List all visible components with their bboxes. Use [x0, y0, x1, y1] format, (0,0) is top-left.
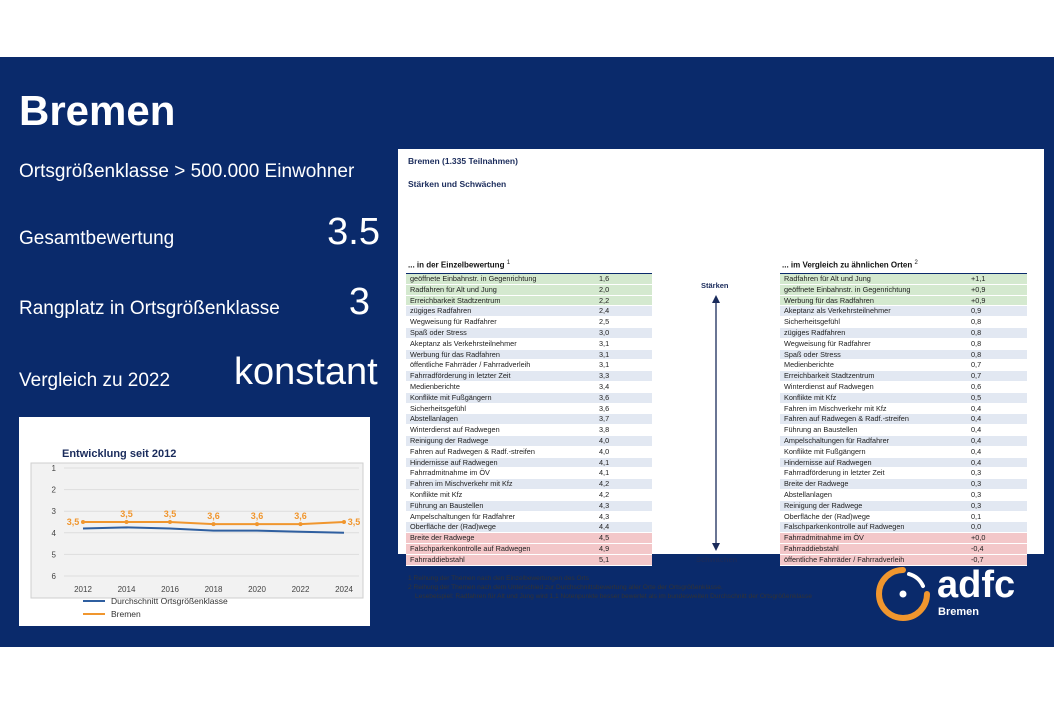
- row-value: 0,4: [971, 425, 982, 435]
- left-column-title: ... in der Einzelbewertung $^1$: [408, 260, 511, 270]
- table-row: [780, 328, 1027, 339]
- comparison-value: konstant: [234, 351, 378, 393]
- row-value: 0,4: [971, 435, 982, 445]
- row-value: 4,1: [599, 468, 610, 478]
- table-row: [406, 393, 652, 404]
- data-label: 3,5: [66, 517, 80, 527]
- row-value: +0,9: [971, 284, 986, 294]
- row-value: 0,0: [971, 522, 982, 532]
- data-label: 3,5: [347, 517, 361, 527]
- row-value: 0,8: [971, 317, 982, 327]
- data-point: [81, 520, 85, 524]
- table-row: [780, 339, 1027, 350]
- table-row: [406, 360, 652, 371]
- row-topic: Wegweisung für Radfahrer: [410, 317, 497, 327]
- table-row: [406, 512, 652, 523]
- row-value: 0,4: [971, 403, 982, 413]
- comparison-label: Vergleich zu 2022: [19, 370, 171, 391]
- row-value: 4,3: [599, 500, 610, 510]
- data-point: [212, 522, 216, 526]
- row-topic: Wegweisung für Radfahrer: [784, 338, 871, 348]
- row-topic: Breite der Radwege: [784, 479, 849, 489]
- row-topic: Winterdienst auf Radwegen: [784, 381, 874, 391]
- row-topic: Medienberichte: [784, 360, 834, 370]
- row-value: 3,6: [599, 392, 610, 402]
- table-row: [780, 306, 1027, 317]
- table-row: [780, 371, 1027, 382]
- table-row: [406, 447, 652, 458]
- row-value: 3,3: [599, 371, 610, 381]
- strength-weakness-arrow: [712, 295, 720, 551]
- row-topic: Werbung für das Radfahren: [784, 295, 874, 305]
- row-value: 3,0: [599, 327, 610, 337]
- table-row: [780, 317, 1027, 328]
- x-tick-label: 2022: [291, 585, 310, 594]
- row-topic: Radfahren für Alt und Jung: [410, 284, 497, 294]
- x-tick-label: 2016: [161, 585, 179, 594]
- row-value: +0,9: [971, 295, 986, 305]
- row-value: 4,3: [599, 511, 610, 521]
- table-row: [780, 522, 1027, 533]
- footnote-1: 1 Reihung der Themen nach den Einzelbewertungen des Orts: [408, 575, 589, 582]
- trend-chart-svg: [19, 417, 370, 626]
- table-row: [780, 296, 1027, 307]
- row-topic: Sicherheitsgefühl: [784, 317, 840, 327]
- x-tick-label: 2018: [204, 585, 223, 594]
- row-value: 0,8: [971, 327, 982, 337]
- table-row: [780, 447, 1027, 458]
- row-topic: Konflikte mit Fußgängern: [784, 446, 866, 456]
- x-tick-label: 2012: [74, 585, 92, 594]
- table-row: [406, 501, 652, 512]
- table-row: [406, 371, 652, 382]
- row-value: 0,9: [971, 306, 982, 316]
- table-row: [406, 274, 652, 285]
- row-value: 3,1: [599, 360, 610, 370]
- row-topic: Konflikte mit Kfz: [410, 489, 463, 499]
- row-value: 5,1: [599, 554, 610, 564]
- row-topic: Medienberichte: [410, 381, 460, 391]
- row-topic: Fahren im Mischverkehr mit Kfz: [784, 403, 887, 413]
- overall-rating-value: 3.5: [327, 211, 380, 253]
- row-topic: Reinigung der Radwege: [410, 435, 489, 445]
- table-row: [406, 479, 652, 490]
- row-topic: Konflikte mit Kfz: [784, 392, 837, 402]
- row-topic: geöffnete Einbahnstr. in Gegenrichtung: [410, 274, 537, 283]
- adfc-logo: [873, 564, 1033, 624]
- row-topic: Falschparkenkontrolle auf Radwegen: [784, 522, 905, 532]
- row-topic: Ampelschaltungen für Radfahrer: [410, 511, 516, 521]
- table-row: [406, 425, 652, 436]
- row-topic: zügiges Radfahren: [784, 327, 846, 337]
- row-topic: zügiges Radfahren: [410, 306, 472, 316]
- table-row: [780, 512, 1027, 523]
- row-value: 2,4: [599, 306, 610, 316]
- row-topic: Breite der Radwege: [410, 533, 475, 543]
- table-row: [406, 555, 652, 566]
- row-value: 0,3: [971, 500, 982, 510]
- table-row: [780, 414, 1027, 425]
- row-value: 2,0: [599, 284, 610, 294]
- strengths-label: Stärken: [701, 281, 729, 290]
- y-tick-label: 2: [51, 485, 56, 495]
- row-topic: Oberfläche der (Rad)wege: [410, 522, 496, 532]
- table-row: [406, 317, 652, 328]
- weaknesses-label: Schwächen: [696, 555, 738, 564]
- row-value: 0,6: [971, 381, 982, 391]
- panel-subheader: Stärken und Schwächen: [408, 179, 507, 189]
- reading-example: Lesebeispiel: Radfahren für Alt und Jung wird 1,1 Notenpunkte besser bewertet als im bundesweiten Durchschnitt der Ortsgrößenklasse: [415, 593, 812, 600]
- row-topic: Fahrradförderung in letzter Zeit: [784, 468, 885, 478]
- table-row: [780, 404, 1027, 415]
- table-row: [780, 274, 1027, 285]
- logo-subtitle: Bremen: [938, 606, 979, 618]
- row-topic: Fahrradmitnahme im ÖV: [784, 533, 864, 543]
- footnote-2: 2 Reihung der Themen nach dem Unterschied zur Durchschnittsbewertung aller Orte der Ortsgrößenklasse.: [408, 584, 723, 591]
- row-topic: Hindernisse auf Radwegen: [784, 457, 872, 467]
- row-value: 4,2: [599, 489, 610, 499]
- trend-chart: [19, 417, 370, 626]
- table-row: [406, 382, 652, 393]
- data-label: 3,6: [294, 511, 307, 522]
- row-topic: Spaß oder Stress: [410, 327, 467, 337]
- row-topic: Fahren auf Radwegen & Radf.-streifen: [410, 446, 535, 456]
- page-title: Bremen: [19, 87, 176, 134]
- data-point: [255, 522, 259, 526]
- table-row: [780, 425, 1027, 436]
- row-value: 0,3: [971, 489, 982, 499]
- row-value: 0,3: [971, 468, 982, 478]
- y-tick-label: 1: [51, 464, 56, 473]
- table-row: [780, 360, 1027, 371]
- row-topic: Radfahren für Alt und Jung: [784, 274, 871, 283]
- data-point: [125, 520, 129, 524]
- row-topic: Spaß oder Stress: [784, 349, 841, 359]
- table-row: [406, 328, 652, 339]
- row-value: 4,4: [599, 522, 610, 532]
- row-value: 4,0: [599, 435, 610, 445]
- row-topic: Oberfläche der (Rad)wege: [784, 511, 870, 521]
- y-tick-label: 6: [51, 572, 56, 581]
- row-value: 2,5: [599, 317, 610, 327]
- row-value: 3,7: [599, 414, 610, 424]
- row-topic: Fahrradförderung in letzter Zeit: [410, 371, 511, 381]
- slide-background: [0, 57, 1054, 647]
- table-row: [406, 339, 652, 350]
- table-row: [780, 468, 1027, 479]
- y-tick-label: 3: [51, 507, 56, 517]
- row-value: 4,1: [599, 457, 610, 467]
- row-value: 2,2: [599, 295, 610, 305]
- table-row: [780, 382, 1027, 393]
- table-row: [780, 490, 1027, 501]
- row-topic: öffentliche Fahrräder / Fahrradverleih: [410, 360, 531, 370]
- row-value: 0,8: [971, 338, 982, 348]
- rank-label: Rangplatz in Ortsgrößenklasse: [19, 298, 280, 319]
- row-topic: Fahren auf Radwegen & Radf.-streifen: [784, 414, 909, 424]
- table-row: [406, 414, 652, 425]
- table-row: [406, 490, 652, 501]
- table-row: [406, 533, 652, 544]
- row-topic: Falschparkenkontrolle auf Radwegen: [410, 543, 531, 553]
- row-value: 0,3: [971, 479, 982, 489]
- table-row: [406, 458, 652, 469]
- row-topic: Fahren im Mischverkehr mit Kfz: [410, 479, 513, 489]
- row-value: 0,4: [971, 414, 982, 424]
- table-row: [406, 350, 652, 361]
- y-tick-label: 4: [51, 528, 56, 538]
- row-value: 3,1: [599, 349, 610, 359]
- table-row: [780, 393, 1027, 404]
- row-value: 0,1: [971, 511, 982, 521]
- data-point: [168, 520, 172, 524]
- data-point: [299, 522, 303, 526]
- comparison-table: [780, 273, 1027, 566]
- data-label: 3,5: [163, 509, 177, 519]
- y-tick-label: 5: [51, 550, 56, 560]
- row-topic: Sicherheitsgefühl: [410, 403, 466, 413]
- table-row: [780, 350, 1027, 361]
- x-tick-label: 2014: [117, 585, 136, 594]
- legend-label: Durchschnitt Ortsgrößenklasse: [111, 596, 228, 606]
- row-topic: Fahrradmitnahme im ÖV: [410, 468, 490, 478]
- right-column-title: ... im Vergleich zu ähnlichen Orten $^2$: [782, 260, 918, 270]
- single-rating-table: [406, 273, 652, 566]
- row-value: 0,7: [971, 371, 982, 381]
- row-value: 3,8: [599, 425, 610, 435]
- row-topic: Abstellanlagen: [410, 414, 458, 424]
- table-row: [780, 544, 1027, 555]
- row-value: -0,4: [971, 543, 984, 553]
- row-topic: geöffnete Einbahnstr. in Gegenrichtung: [784, 284, 911, 294]
- row-value: 0,5: [971, 392, 982, 402]
- row-value: 3,6: [599, 403, 610, 413]
- x-tick-label: 2020: [248, 585, 266, 594]
- data-label: 3,5: [120, 509, 133, 519]
- row-topic: Führung an Baustellen: [784, 425, 858, 435]
- row-topic: Erreichbarkeit Stadtzentrum: [410, 295, 501, 305]
- table-row: [406, 306, 652, 317]
- table-row: [406, 285, 652, 296]
- panel-header: Bremen (1.335 Teilnahmen): [408, 156, 518, 166]
- row-topic: Ampelschaltungen für Radfahrer: [784, 435, 890, 445]
- row-value: +0,0: [971, 533, 986, 543]
- row-value: 4,5: [599, 533, 610, 543]
- row-value: 3,1: [599, 338, 610, 348]
- table-row: [780, 458, 1027, 469]
- row-value: 1,6: [599, 274, 610, 283]
- row-value: 3,4: [599, 381, 610, 391]
- table-row: [780, 501, 1027, 512]
- table-row: [406, 404, 652, 415]
- table-row: [780, 436, 1027, 447]
- table-row: [780, 479, 1027, 490]
- row-topic: Reinigung der Radwege: [784, 500, 863, 510]
- x-tick-label: 2024: [335, 585, 353, 594]
- row-value: 4,9: [599, 543, 610, 553]
- rank-value: 3: [348, 281, 370, 323]
- row-topic: Akeptanz als Verkehrsteilnehmer: [410, 338, 517, 348]
- row-topic: Winterdienst auf Radwegen: [410, 425, 500, 435]
- row-value: 0,7: [971, 360, 982, 370]
- row-topic: Führung an Baustellen: [410, 500, 484, 510]
- row-topic: Werbung für das Radfahren: [410, 349, 500, 359]
- table-row: [406, 468, 652, 479]
- row-value: 4,2: [599, 479, 610, 489]
- table-row: [780, 533, 1027, 544]
- chart-title: Entwicklung seit 2012: [62, 448, 177, 460]
- logo-mark-icon: [873, 564, 933, 624]
- row-value: 4,0: [599, 446, 610, 456]
- row-value: 0,8: [971, 349, 982, 359]
- row-topic: Hindernisse auf Radwegen: [410, 457, 498, 467]
- table-row: [406, 436, 652, 447]
- row-value: 0,4: [971, 457, 982, 467]
- row-topic: Erreichbarkeit Stadtzentrum: [784, 371, 875, 381]
- row-topic: Fahrraddiebstahl: [784, 543, 839, 553]
- row-topic: Akeptanz als Verkehrsteilnehmer: [784, 306, 891, 316]
- size-class-label: Ortsgrößenklasse > 500.000 Einwohner: [19, 161, 355, 182]
- data-label: 3,6: [250, 511, 264, 522]
- row-topic: Konflikte mit Fußgängern: [410, 392, 492, 402]
- logo-text: adfc: [937, 564, 1016, 606]
- table-row: [406, 296, 652, 307]
- legend-label: Bremen: [111, 609, 141, 619]
- row-topic: Fahrraddiebstahl: [410, 554, 465, 564]
- row-value: +1,1: [971, 274, 986, 283]
- table-row: [406, 544, 652, 555]
- table-row: [780, 285, 1027, 296]
- overall-rating-label: Gesamtbewertung: [19, 228, 175, 249]
- row-value: 0,4: [971, 446, 982, 456]
- data-point: [342, 520, 346, 524]
- row-topic: öffentliche Fahrräder / Fahrradverleih: [784, 554, 905, 564]
- table-row: [406, 522, 652, 533]
- row-topic: Abstellanlagen: [784, 489, 832, 499]
- row-value: -0,7: [971, 554, 984, 564]
- data-label: 3,6: [207, 511, 220, 522]
